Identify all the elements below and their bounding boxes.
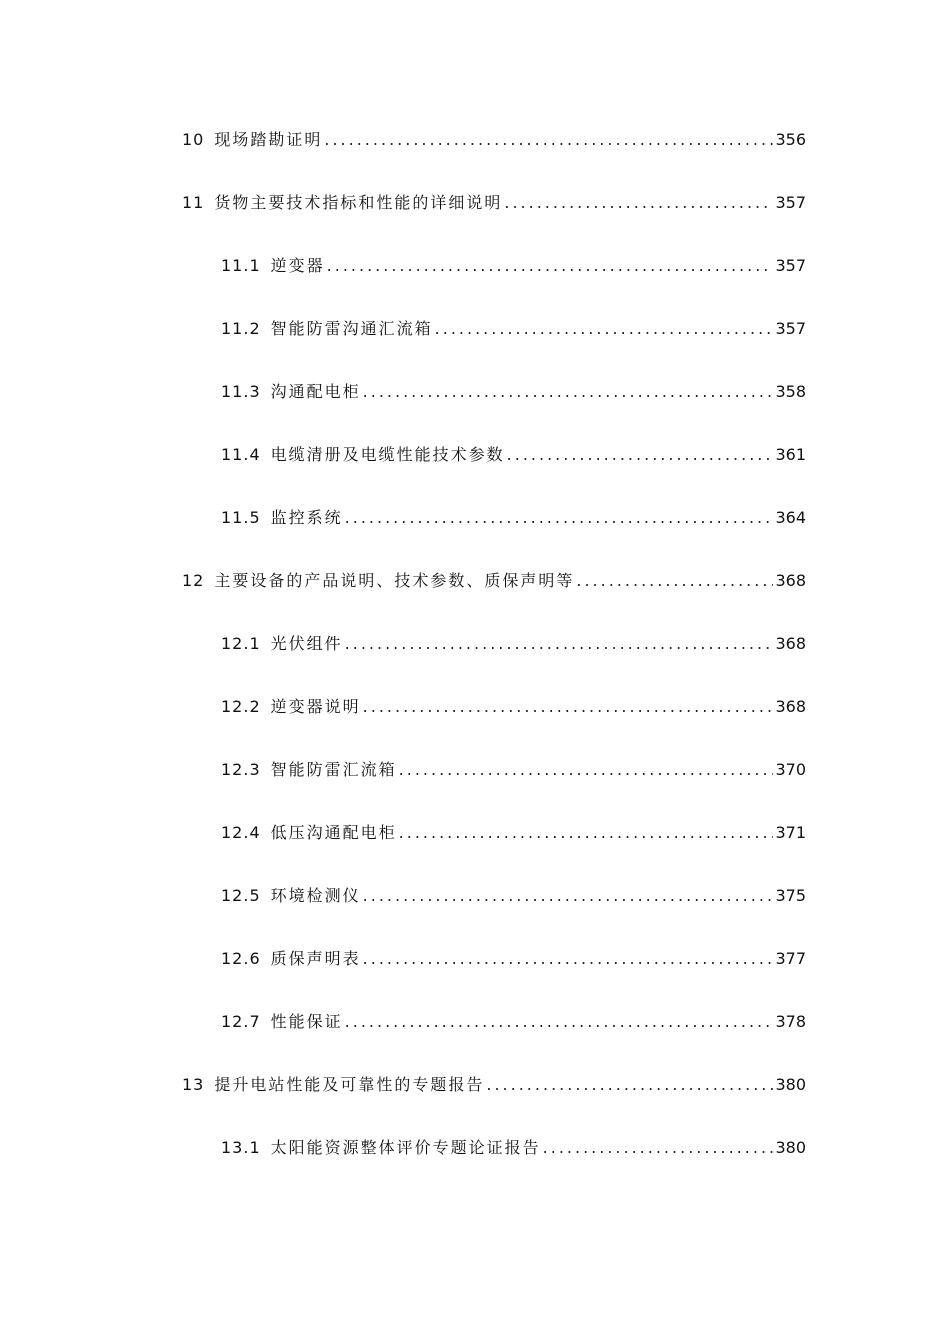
toc-entry-number: 12.7 — [221, 1012, 261, 1031]
toc-entry-page: 357 — [775, 193, 806, 212]
toc-entry-title: 智能防雷沟通汇流箱 — [270, 319, 433, 338]
toc-entry-title: 低压沟通配电柜 — [270, 823, 397, 842]
toc-entry-12-3[interactable] — [182, 756, 806, 819]
toc-entry-title: 沟通配电柜 — [270, 382, 361, 401]
toc-entry-number: 12.1 — [221, 634, 261, 653]
toc-entry-12-2[interactable] — [182, 693, 806, 756]
toc-entry-title: 提升电站性能及可靠性的专题报告 — [214, 1075, 485, 1094]
toc-entry-page: 377 — [775, 949, 806, 968]
toc-entry-11-2[interactable] — [182, 315, 806, 378]
toc-entry-page: 358 — [775, 382, 806, 401]
toc-entry-title: 质保声明表 — [270, 949, 361, 968]
toc-dot-leader — [435, 315, 774, 343]
toc-dot-leader — [363, 693, 774, 721]
toc-dot-leader — [363, 378, 774, 406]
toc-entry-11-3[interactable] — [182, 378, 806, 441]
toc-entry-number: 10 — [182, 130, 205, 149]
toc-dot-leader — [486, 1071, 773, 1099]
toc-entry-title: 现场踏勘证明 — [214, 130, 323, 149]
toc-entry-title: 逆变器说明 — [270, 697, 361, 716]
toc-entry-10[interactable] — [182, 126, 806, 189]
toc-entry-title: 电缆清册及电缆性能技术参数 — [270, 445, 505, 464]
toc-dot-leader — [363, 882, 774, 910]
toc-dot-leader — [507, 441, 774, 469]
toc-entry-number: 12.5 — [221, 886, 261, 905]
toc-entry-number: 12.3 — [221, 760, 261, 779]
toc-entry-number: 11.2 — [221, 319, 261, 338]
toc-entry-number: 13.1 — [221, 1138, 261, 1157]
toc-entry-page: 361 — [775, 445, 806, 464]
toc-dot-leader — [399, 756, 774, 784]
toc-entry-12-7[interactable] — [182, 1008, 806, 1071]
toc-entry-number: 11 — [182, 193, 205, 212]
toc-entry-page: 357 — [775, 256, 806, 275]
toc-entry-11-5[interactable] — [182, 504, 806, 567]
toc-entry-12-4[interactable] — [182, 819, 806, 882]
toc-entry-page: 368 — [775, 697, 806, 716]
toc-dot-leader — [345, 630, 774, 658]
toc-entry-page: 368 — [775, 634, 806, 653]
toc-entry-12-5[interactable] — [182, 882, 806, 945]
toc-dot-leader — [324, 126, 773, 154]
toc-dot-leader — [327, 252, 774, 280]
toc-entry-title: 性能保证 — [270, 1012, 343, 1031]
toc-entry-title: 智能防雷汇流箱 — [270, 760, 397, 779]
toc-entry-number: 13 — [182, 1075, 205, 1094]
toc-entry-page: 378 — [775, 1012, 806, 1031]
toc-entry-page: 371 — [775, 823, 806, 842]
table-of-contents — [182, 126, 806, 1197]
toc-entry-11-1[interactable] — [182, 252, 806, 315]
toc-entry-page: 380 — [775, 1138, 806, 1157]
toc-entry-11[interactable] — [182, 189, 806, 252]
toc-entry-12-1[interactable] — [182, 630, 806, 693]
toc-entry-page: 368 — [775, 571, 806, 590]
toc-entry-12-6[interactable] — [182, 945, 806, 1008]
toc-entry-page: 356 — [775, 130, 806, 149]
toc-entry-12[interactable] — [182, 567, 806, 630]
toc-entry-page: 380 — [775, 1075, 806, 1094]
toc-entry-title: 监控系统 — [270, 508, 343, 527]
toc-entry-number: 12.2 — [221, 697, 261, 716]
toc-entry-title: 主要设备的产品说明、技术参数、质保声明等 — [214, 571, 575, 590]
toc-dot-leader — [363, 945, 774, 973]
toc-entry-11-4[interactable] — [182, 441, 806, 504]
toc-dot-leader — [399, 819, 774, 847]
toc-entry-number: 12.4 — [221, 823, 261, 842]
toc-dot-leader — [504, 189, 773, 217]
toc-entry-title: 逆变器 — [270, 256, 325, 275]
toc-entry-title: 太阳能资源整体评价专题论证报告 — [270, 1138, 541, 1157]
toc-dot-leader — [543, 1134, 774, 1162]
toc-entry-page: 357 — [775, 319, 806, 338]
toc-entry-13[interactable] — [182, 1071, 806, 1134]
toc-entry-number: 11.3 — [221, 382, 261, 401]
toc-entry-number: 12 — [182, 571, 205, 590]
toc-entry-number: 11.5 — [221, 508, 261, 527]
toc-entry-title: 货物主要技术指标和性能的详细说明 — [214, 193, 503, 212]
toc-entry-page: 375 — [775, 886, 806, 905]
toc-entry-13-1[interactable] — [182, 1134, 806, 1197]
toc-dot-leader — [576, 567, 773, 595]
toc-entry-title: 光伏组件 — [270, 634, 343, 653]
toc-dot-leader — [345, 504, 774, 532]
toc-entry-number: 12.6 — [221, 949, 261, 968]
toc-entry-page: 364 — [775, 508, 806, 527]
toc-entry-number: 11.4 — [221, 445, 261, 464]
toc-entry-title: 环境检测仪 — [270, 886, 361, 905]
toc-dot-leader — [345, 1008, 774, 1036]
toc-entry-number: 11.1 — [221, 256, 261, 275]
toc-entry-page: 370 — [775, 760, 806, 779]
